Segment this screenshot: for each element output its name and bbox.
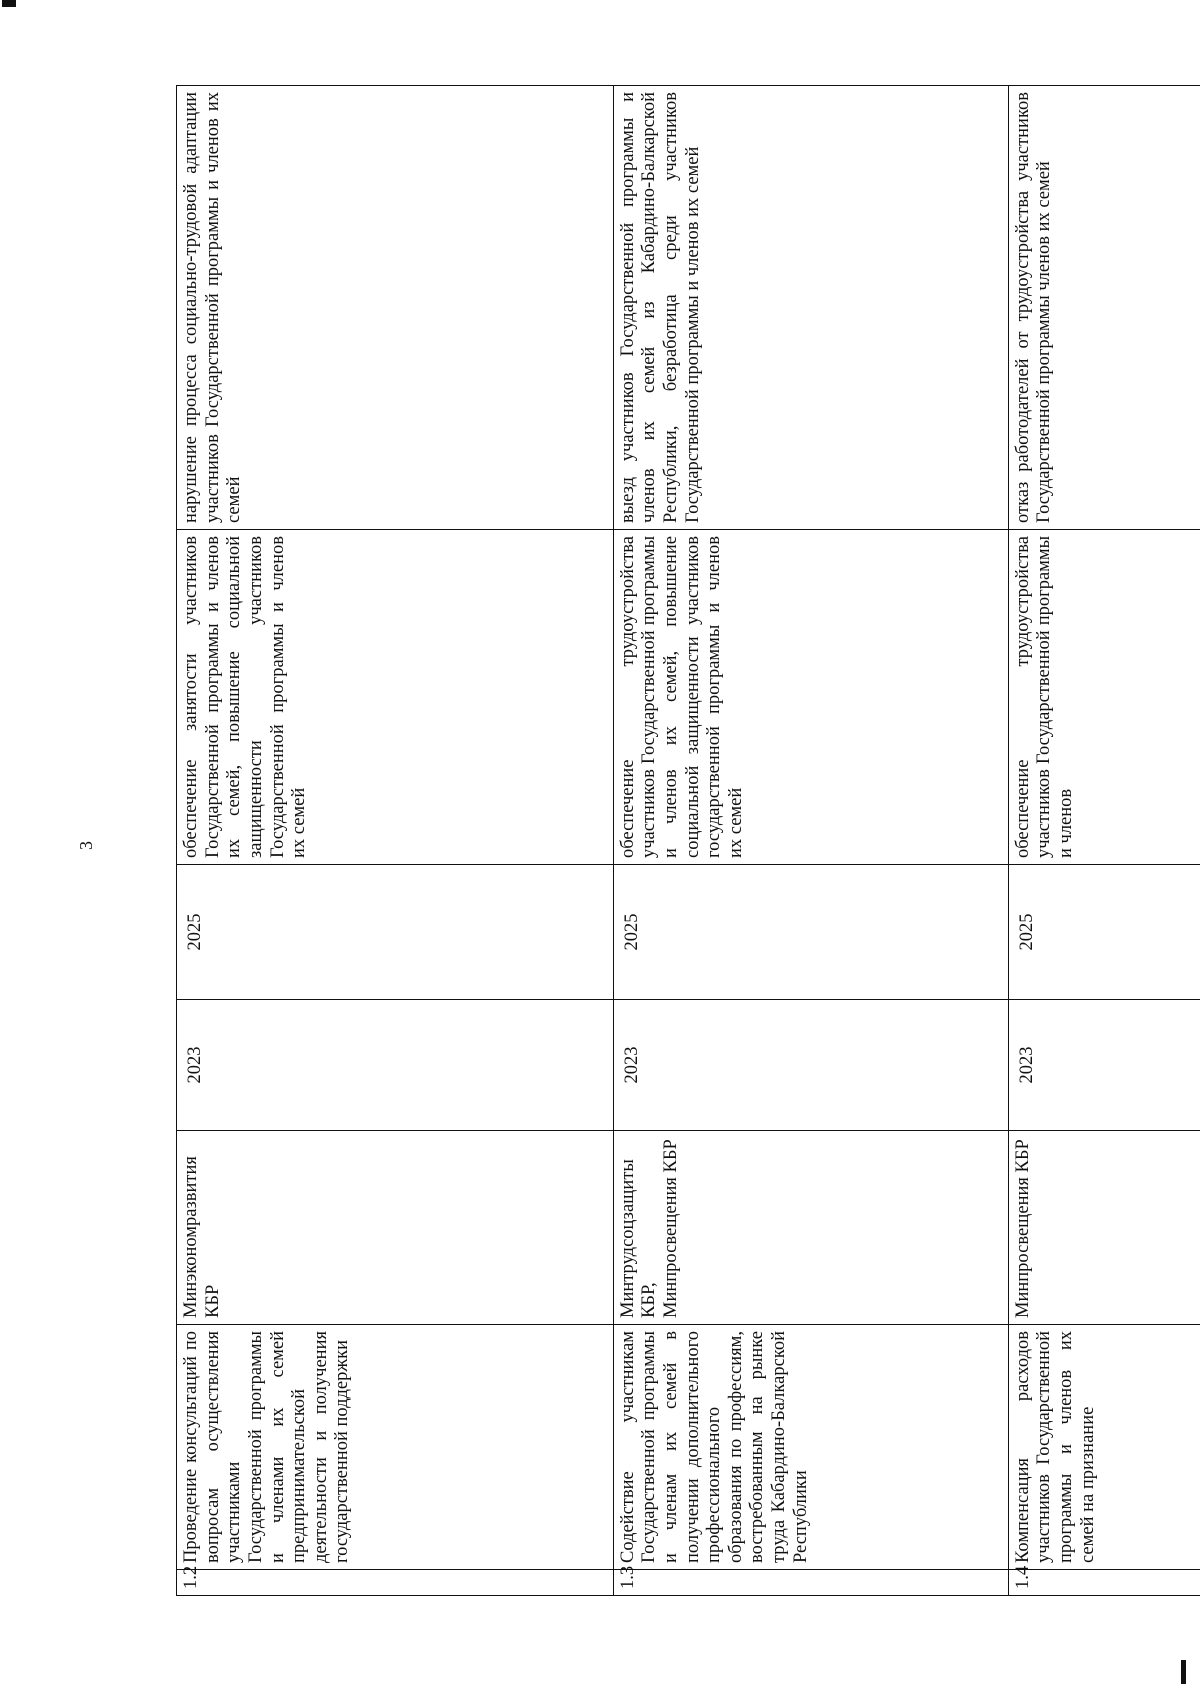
row-number: 1.3 [613, 1570, 1008, 1596]
start-year-cell: 2023 [177, 1000, 614, 1131]
row-number: 1.4 [1008, 1570, 1200, 1596]
executor-cell: Минэкономразвития КБР [177, 1131, 614, 1325]
activity-cell: Компенсация расходов участников Государственной программы и членов их семей на признание [1008, 1325, 1200, 1570]
risk-cell: нарушение процесса социально-трудовой адаптации участников Государственной программы и членов их семей [177, 86, 614, 530]
end-year-cell: 2025 [613, 865, 1008, 1000]
result-cell: обеспечение трудоустройства участников Государственной программы и членов их семей, повышение социальной защищенности участников государственной программы и членов их семей [613, 530, 1008, 865]
row-number: 1.2 [177, 1570, 614, 1596]
end-year-cell: 2025 [1008, 865, 1200, 1000]
rotated-page [176, 86, 1200, 1596]
activity-cell: Проведение консультаций по вопросам осуществления участниками Государственной программы и членами их семей предпринимательской деятельности и получения государственной поддержки [177, 1325, 614, 1570]
end-year-cell: 2025 [177, 865, 614, 1000]
measures-table [176, 85, 1200, 1596]
start-year-cell: 2023 [613, 1000, 1008, 1131]
scan-mark-bottom [1181, 1660, 1186, 1684]
table-row [613, 86, 1008, 1596]
result-cell: обеспечение занятости участников Государственной программы и членов их семей, повышение социальной защищенности участников Государственной программы и членов их семей [177, 530, 614, 865]
start-year-cell: 2023 [1008, 1000, 1200, 1131]
result-cell: обеспечение трудоустройства участников Государственной программы и членов [1008, 530, 1200, 865]
page-number: 3 [76, 841, 96, 850]
table-row [1008, 86, 1200, 1596]
scan-mark-top [2, 0, 16, 7]
activity-cell: Содействие участникам Государственной программы и членам их семей в получении дополнительного профессионального образования по профессиям, востребованным на рынке труда Кабардино-Балкарской Республики [613, 1325, 1008, 1570]
table-row [177, 86, 614, 1596]
executor-cell: Минтрудсоцзащиты КБР, Минпросвещения КБР [613, 1131, 1008, 1325]
executor-cell: Минпросвещения КБР [1008, 1131, 1200, 1325]
risk-cell: выезд участников Государственной программы и членов их семей из Кабардино-Балкарской Республики, безработица среди участников Государственной программы и членов их семей [613, 86, 1008, 530]
risk-cell: отказ работодателей от трудоустройства участников Государственной программы членов их семей [1008, 86, 1200, 530]
